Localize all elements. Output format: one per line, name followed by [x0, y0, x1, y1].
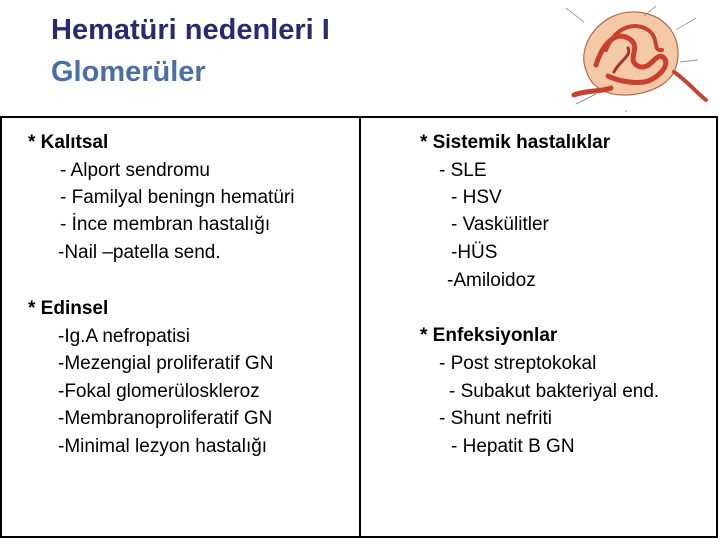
list-item: -HÜS — [451, 242, 498, 263]
causes-table — [0, 116, 718, 538]
list-item: - Subakut bakteriyal end. — [449, 381, 660, 402]
list-item: - SLE — [439, 160, 487, 181]
list-item: -Membranoproliferatif GN — [58, 408, 273, 429]
list-item: - HSV — [451, 187, 502, 208]
list-item: - Vaskülitler — [451, 214, 549, 235]
list-item: - Familyal beningn hematüri — [60, 187, 295, 208]
slide-subtitle: Glomerüler — [51, 56, 206, 88]
list-item: -Amiloidoz — [447, 270, 536, 291]
list-item: -Fokal glomerüloskleroz — [58, 381, 260, 402]
enfeksiyon-heading: * Enfeksiyonlar — [420, 325, 558, 346]
list-item: -Ig.A nefropatisi — [58, 326, 191, 347]
list-item: - Alport sendromu — [60, 160, 210, 181]
column-divider — [359, 118, 361, 536]
list-item: -Nail –patella send. — [58, 242, 221, 263]
slide-title: Hematüri nedenleri I — [51, 14, 330, 46]
sistemik-heading: * Sistemik hastalıklar — [420, 132, 611, 153]
kalitsal-heading: * Kalıtsal — [28, 132, 109, 153]
list-item: - Post streptokokal — [439, 353, 597, 374]
edinsel-heading: * Edinsel — [28, 298, 109, 319]
list-item: - İnce membran hastalığı — [60, 214, 271, 235]
list-item: -Mezengial proliferatif GN — [58, 353, 274, 374]
list-item: -Minimal lezyon hastalığı — [58, 436, 268, 457]
list-item: - Hepatit B GN — [451, 436, 575, 457]
list-item: - Shunt nefriti — [439, 408, 552, 429]
glomerulus-illustration-icon — [556, 0, 720, 112]
